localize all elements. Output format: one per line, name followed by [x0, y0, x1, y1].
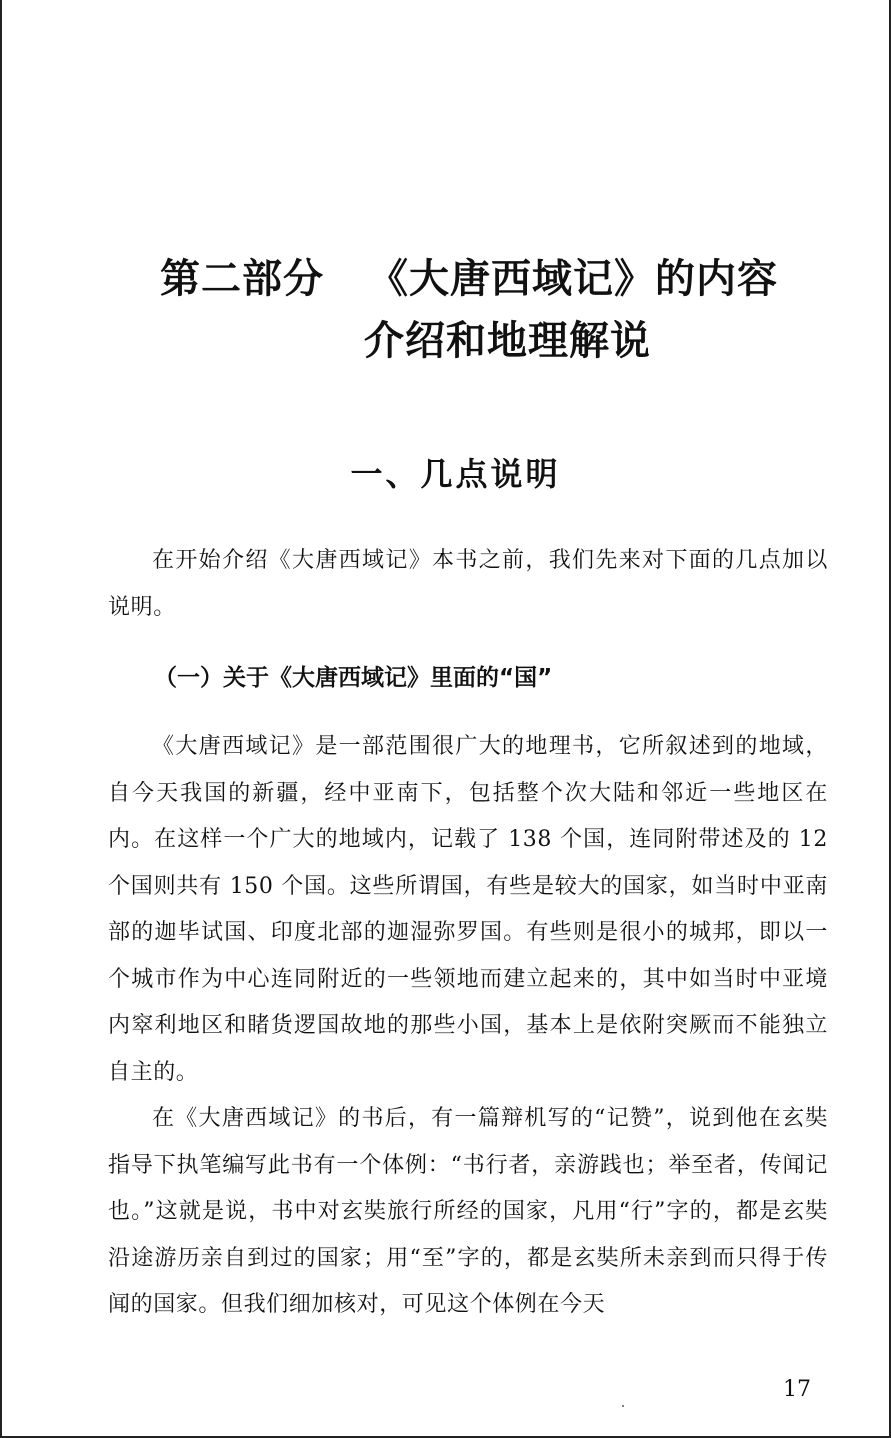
section-title: 一、几点说明: [350, 455, 561, 493]
intro-text: [108, 538, 828, 631]
intro-paragraph: 在开始介绍《大唐西域记》本书之前，我们先来对下面的几点加以说明。: [108, 548, 828, 620]
sub-heading: （一）关于《大唐西域记》里面的“国”: [154, 665, 553, 691]
main-text: [108, 724, 828, 1329]
part-title-line-2: 介绍和地理解说: [364, 318, 651, 364]
part-label: 第二部分: [160, 256, 324, 302]
paragraph: 在《大唐西域记》的书后，有一篇辩机写的“记赞”，说到他在玄奘指导下执笔编写此书有一个体例：“书行者，亲游践也；举至者，传闻记也。”这就是说，书中对玄奘旅行所经的国家，凡用“行”字的，都是玄奘沿途游历亲自到过的国家；用“至”字的，都是玄奘所未亲到而只得于传闻的国家。但我们细加核对，可见这个体例在今天: [108, 1106, 828, 1317]
part-title-main: 《大唐西域记》的内容: [368, 256, 778, 302]
page-number: 17: [783, 1377, 811, 1402]
scan-speck: [622, 1405, 624, 1407]
paragraph: 《大唐西域记》是一部范围很广大的地理书，它所叙述到的地域，自今天我国的新疆，经中亚南下，包括整个次大陆和邻近一些地区在内。在这样一个广大的地域内，记载了 138 个国，连同附带述及的 12 个国则共有 150 个国。这些所谓国，有些是较大的国家，如当时中亚南部的迦毕试国、印度北部的迦湿弥罗国。有些则是很小的城邦，即以一个城市作为中心连同附近的一些领地而建立起来的，其中如当时中亚境内窣利地区和睹货逻国故地的那些小国，基本上是依附突厥而不能独立自主的。: [108, 734, 828, 1085]
part-title-line-1: [160, 248, 778, 310]
